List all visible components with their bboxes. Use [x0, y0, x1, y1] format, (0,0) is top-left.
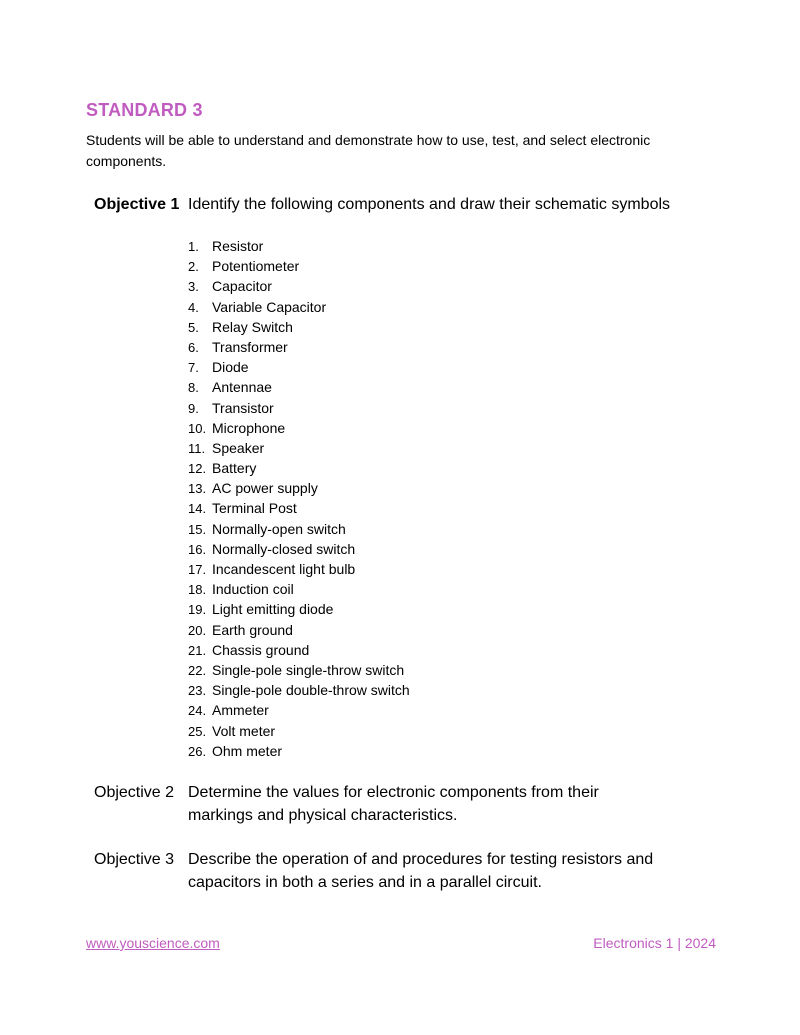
list-item-label: Resistor — [212, 238, 264, 254]
list-item-number: 14. — [188, 501, 207, 517]
list-item-number: 11. — [188, 440, 206, 456]
list-item-number: 25. — [188, 723, 207, 739]
list-item-label: AC power supply — [212, 480, 318, 497]
list-item-label: Capacitor — [212, 278, 272, 295]
list-item — [188, 458, 410, 478]
list-item-number: 16. — [188, 541, 207, 557]
list-item — [188, 640, 410, 660]
list-item-number: 8. — [188, 380, 199, 396]
list-item-label: Battery — [212, 460, 257, 477]
list-item — [188, 519, 410, 539]
list-item — [188, 276, 410, 296]
list-item — [188, 539, 410, 559]
list-item — [188, 297, 410, 317]
list-item-label: Transformer — [212, 338, 288, 355]
list-item-label: Single-pole single-throw switch — [212, 661, 405, 678]
list-item-number: 1. — [188, 239, 199, 254]
list-item-number: 20. — [188, 622, 207, 638]
list-item-number: 19. — [188, 602, 207, 618]
list-item-number: 5. — [188, 319, 199, 335]
list-item-label: Speaker — [212, 439, 265, 456]
objective-2-text: Determine the values for electronic components from their markings and physical characteristics. — [188, 784, 599, 824]
list-item-number: 26. — [188, 743, 207, 759]
list-item — [188, 599, 410, 619]
objective-2-label: Objective 2 — [94, 784, 175, 801]
page-title: STANDARD 3 — [86, 100, 203, 120]
list-item-number: 4. — [188, 299, 199, 315]
list-item-number: 17. — [188, 562, 207, 577]
list-item-label: Normally-closed switch — [212, 540, 356, 557]
list-item-number: 3. — [188, 279, 199, 295]
list-item-number: 12. — [188, 461, 207, 477]
list-item — [188, 236, 410, 256]
list-item-label: Diode — [212, 359, 249, 376]
list-item — [188, 478, 410, 498]
list-item-label: Potentiometer — [212, 258, 300, 275]
list-item-label: Incandescent light bulb — [212, 561, 356, 577]
list-item-label: Volt meter — [212, 722, 276, 739]
list-item-number: 7. — [188, 360, 199, 376]
list-item — [188, 438, 410, 458]
list-item — [188, 741, 410, 761]
list-item — [188, 357, 410, 377]
objective-3-text: Describe the operation of and procedures for testing resistors and capacitors in both a series and in a parallel circuit. — [188, 851, 654, 891]
list-item — [188, 680, 410, 700]
list-item — [188, 620, 410, 640]
list-item-number: 2. — [188, 259, 199, 275]
list-item-label: Microphone — [212, 419, 286, 436]
footer-website-link[interactable]: www.youscience.com — [86, 935, 220, 951]
list-item-number: 24. — [188, 703, 207, 719]
list-item-number: 22. — [188, 662, 207, 678]
list-item-label: Variable Capacitor — [212, 298, 327, 315]
list-item-number: 9. — [188, 400, 199, 416]
list-item-label: Transistor — [212, 399, 274, 416]
list-item — [188, 337, 410, 357]
list-item-label: Terminal Post — [212, 500, 297, 517]
objective-1-text: Identify the following components and draw their schematic symbols — [188, 196, 671, 213]
list-item-label: Relay Switch — [212, 318, 293, 335]
list-item — [188, 498, 410, 518]
list-item-label: Ohm meter — [212, 742, 283, 759]
list-item-label: Light emitting diode — [212, 601, 334, 618]
list-item-number: 10. — [188, 420, 207, 436]
list-item-label: Chassis ground — [212, 641, 310, 658]
list-item-number: 6. — [188, 339, 199, 355]
list-item-number: 13. — [188, 481, 207, 497]
list-item — [188, 559, 410, 579]
list-item-label: Earth ground — [212, 621, 293, 638]
list-item-number: 18. — [188, 582, 207, 598]
list-item — [188, 317, 410, 337]
list-item-label: Ammeter — [212, 702, 269, 719]
list-item-label: Normally-open switch — [212, 520, 346, 537]
objective-1-label: Objective 1 — [94, 196, 180, 213]
list-item — [188, 418, 410, 438]
standard-description: Students will be able to understand and demonstrate how to use, test, and select electronic components. — [86, 132, 651, 169]
list-item — [188, 700, 410, 720]
list-item — [188, 256, 410, 276]
list-item-label: Induction coil — [212, 581, 294, 598]
list-item — [188, 398, 410, 418]
list-item — [188, 579, 410, 599]
footer-course-year: Electronics 1 | 2024 — [593, 935, 716, 951]
list-item — [188, 721, 410, 741]
list-item-number: 21. — [188, 642, 207, 658]
list-item — [188, 377, 410, 397]
list-item-number: 15. — [188, 521, 207, 537]
list-item-label: Single-pole double-throw switch — [212, 682, 410, 699]
list-item — [188, 660, 410, 680]
list-item-number: 23. — [188, 683, 207, 699]
list-item-label: Antennae — [212, 379, 272, 396]
objective-3-label: Objective 3 — [94, 851, 175, 868]
component-list — [188, 236, 410, 761]
